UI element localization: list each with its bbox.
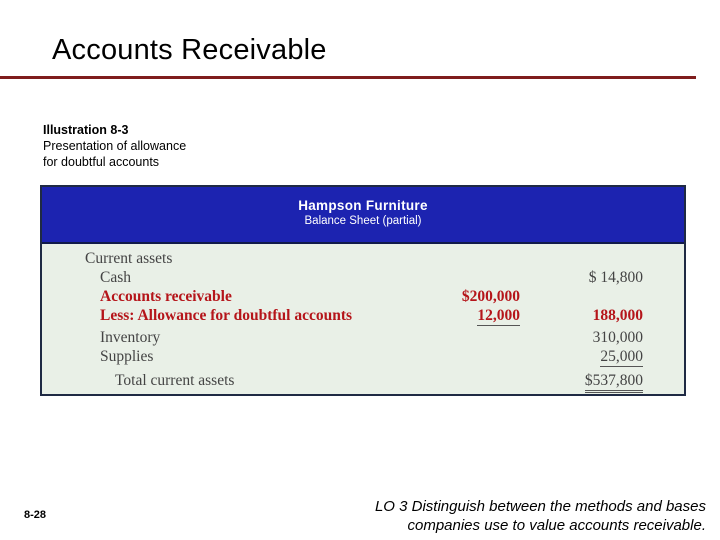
row-total-value: $537,800 — [585, 372, 643, 393]
row-label: Inventory — [100, 329, 161, 346]
learning-objective-line-2: companies use to value accounts receivable. — [407, 517, 706, 534]
row-label: Accounts receivable — [100, 288, 232, 305]
illustration-caption-line-1: Presentation of allowance — [43, 139, 187, 153]
illustration-caption-line-2: for doubtful accounts — [43, 155, 160, 169]
row-label: Cash — [100, 269, 131, 286]
row-cash — [42, 269, 684, 288]
company-name: Hampson Furniture — [298, 198, 428, 213]
slide-number: 8-28 — [24, 509, 47, 521]
row-label: Total current assets — [115, 372, 235, 389]
row-accounts-receivable — [42, 288, 684, 307]
learning-objective — [375, 497, 706, 535]
row-total-value: 188,000 — [592, 307, 643, 324]
row-inventory — [42, 329, 684, 348]
statement-name: Balance Sheet (partial) — [304, 215, 422, 227]
balance-sheet-panel — [40, 185, 686, 396]
slide-title: Accounts Receivable — [52, 34, 327, 66]
row-label: Current assets — [85, 250, 173, 267]
row-label: Supplies — [100, 348, 154, 365]
row-supplies — [42, 348, 684, 367]
row-total-value: $ 14,800 — [588, 269, 643, 286]
row-allowance — [42, 307, 684, 326]
learning-objective-line-1: LO 3 Distinguish between the methods and bases — [374, 498, 706, 515]
row-total-value: 310,000 — [592, 329, 643, 346]
illustration-caption — [43, 122, 186, 170]
balance-sheet-header — [42, 187, 684, 244]
row-label: Less: Allowance for doubtful accounts — [100, 307, 353, 324]
title-divider — [0, 76, 696, 79]
illustration-number: Illustration 8-3 — [43, 123, 129, 137]
row-detail-value: 12,000 — [477, 307, 520, 324]
row-total-current-assets — [42, 372, 684, 391]
row-detail-value: $200,000 — [461, 288, 520, 305]
row-total-value: 25,000 — [600, 348, 643, 365]
row-current-assets — [42, 250, 684, 269]
